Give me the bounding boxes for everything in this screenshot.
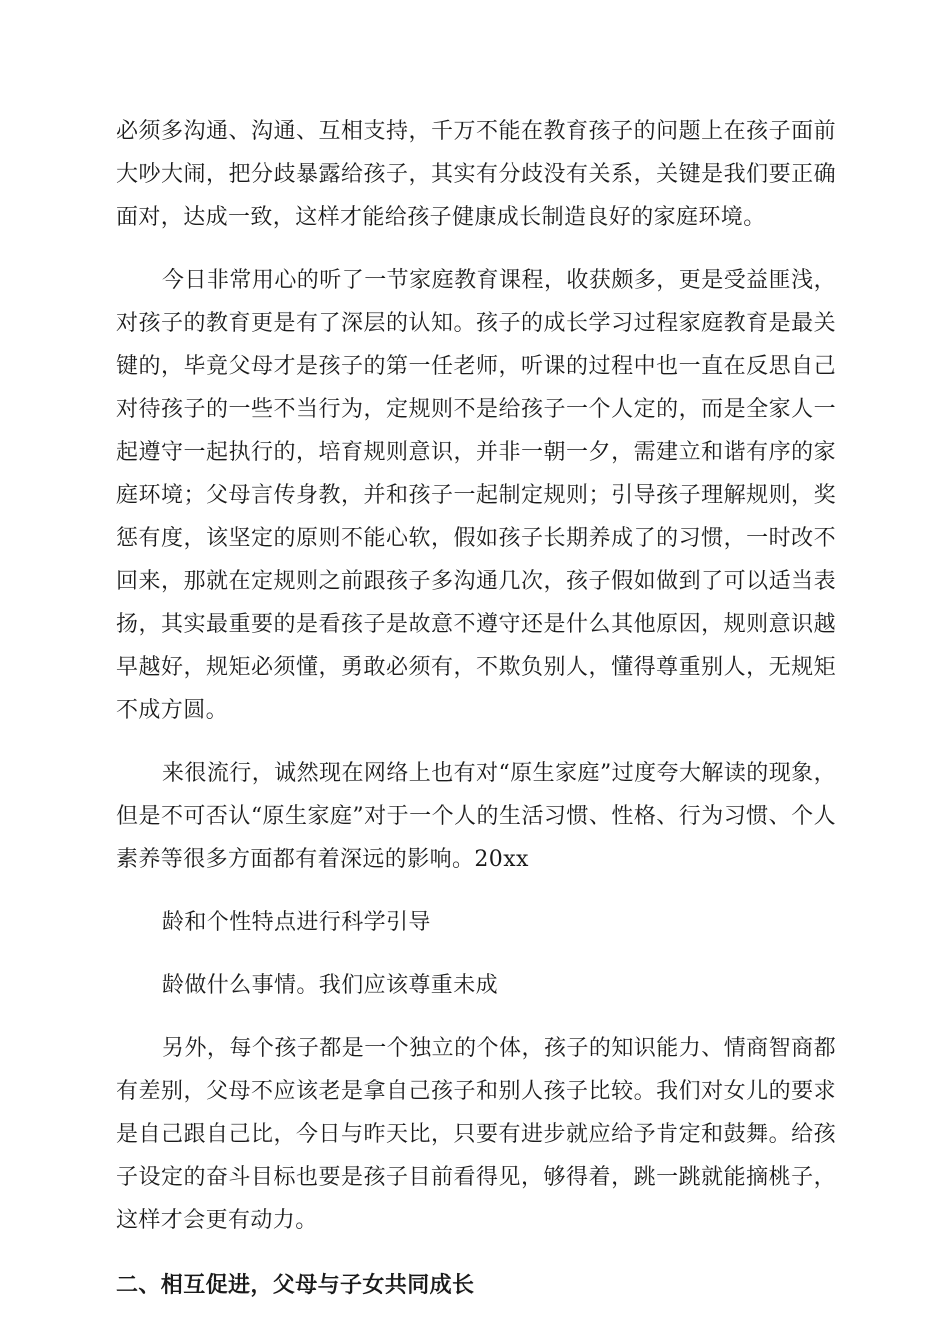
paragraph-4: 龄和个性特点进行科学引导 bbox=[162, 910, 431, 935]
paragraph-5: 龄做什么事情。我们应该尊重未成 bbox=[162, 973, 499, 998]
document-body bbox=[116, 110, 836, 1307]
paragraph-6: 另外，每个孩子都是一个独立的个体，孩子的知识能力、情商智商都有差别，父母不应该老是拿自己孩子和别人孩子比较。我们对女儿的要求是自己跟自己比，今日与昨天比，只要有进步就应给予肯定和鼓舞。给孩子设定的奋斗目标也要是孩子目前看得见，够得着，跳一跳就能摘桃子，这样才会更有动力。 bbox=[116, 1036, 836, 1233]
section-heading: 二、相互促进，父母与子女共同成长 bbox=[116, 1272, 475, 1298]
paragraph-1: 必须多沟通、沟通、互相支持，千万不能在教育孩子的问题上在孩子面前大吵大闹，把分歧暴露给孩子，其实有分歧没有关系，关键是我们要正确面对，达成一致，这样才能给孩子健康成长制造良好的家庭环境。 bbox=[116, 119, 836, 230]
paragraph-3: 来很流行，诚然现在网络上也有对“原生家庭”过度夸大解读的现象，但是不可否认“原生家庭”对于一个人的生活习惯、性格、行为习惯、个人素养等很多方面都有着深远的影响。20xx bbox=[116, 761, 836, 872]
paragraph-2: 今日非常用心的听了一节家庭教育课程，收获颇多，更是受益匪浅，对孩子的教育更是有了深层的认知。孩子的成长学习过程家庭教育是最关键的，毕竟父母才是孩子的第一任老师，听课的过程中也一直在反思自己对待孩子的一些不当行为，定规则不是给孩子一个人定的，而是全家人一起遵守一起执行的，培育规则意识，并非一朝一夕，需建立和谐有序的家庭环境；父母言传身教，并和孩子一起制定规则；引导孩子理解规则，奖惩有度，该坚定的原则不能心软，假如孩子长期养成了的习惯，一时改不回来，那就在定规则之前跟孩子多沟通几次，孩子假如做到了可以适当表扬，其实最重要的是看孩子是故意不遵守还是什么其他原因，规则意识越早越好，规矩必须懂，勇敢必须有，不欺负别人，懂得尊重别人，无规矩不成方圆。 bbox=[116, 268, 836, 723]
